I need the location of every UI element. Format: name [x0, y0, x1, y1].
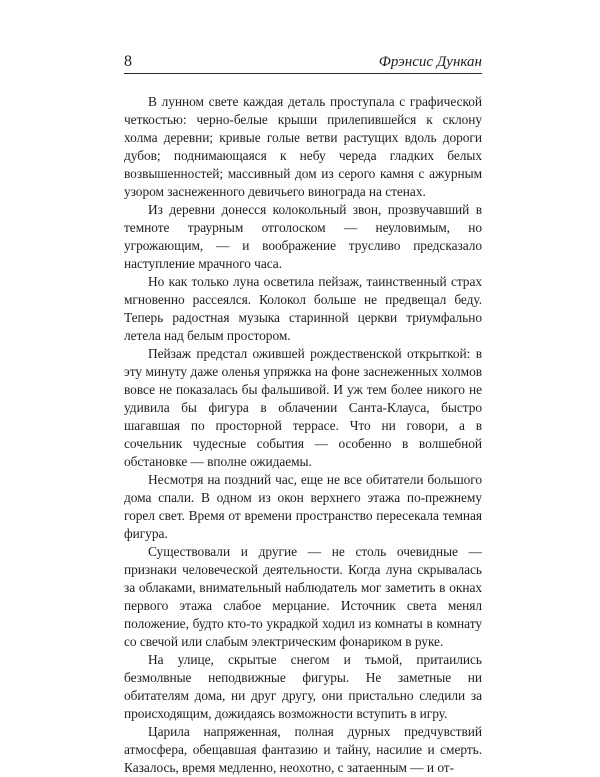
- paragraph-6: Существовали и другие — не столь очевидные — признаки человеческой деятельности. Когда луна скрывалась за облаками, внимательный наблюдатель мог заметить в окнах первого этажа слабое мерцание. Источник света менял положение, будто кто-то украдкой ходил из комнаты в комнату со свечой или слабым электрическим фонариком в руке.: [124, 544, 482, 649]
- body-text: [124, 93, 482, 777]
- running-head: [124, 53, 482, 75]
- paragraph-2: Из деревни донесся колокольный звон, прозвучавший в темноте траурным отголоском — неуловимым, но угрожающим, — и воображение трусливо предсказало наступление мрачного часа.: [124, 202, 482, 271]
- page-number: 8: [124, 53, 132, 70]
- paragraph-1: В лунном свете каждая деталь проступала с графической четкостью: черно-белые крыши прилепившейся к склону холма деревни; кривые голые ветви растущих вдоль дороги дубов; поднимающаяся к небу череда гладких белых возвышенностей; массивный дом из серого камня с ажурным узором заснеженного девичьего винограда на стенах.: [124, 94, 482, 199]
- running-head-author: Фрэнсис Дункан: [378, 54, 482, 70]
- paragraph-3: Но как только луна осветила пейзаж, таинственный страх мгновенно рассеялся. Колокол больше не предвещал беду. Теперь радостная музыка старинной церкви триумфально летела над белым простором.: [124, 274, 482, 343]
- paragraph-5: Несмотря на поздний час, еще не все обитатели большого дома спали. В одном из окон верхнего этажа по-прежнему горел свет. Время от времени пространство пересекала темная фигура.: [124, 472, 482, 541]
- paragraph-8: Царила напряженная, полная дурных предчувствий атмосфера, обещавшая фантазию и тайну, насилие и смерть. Казалось, время медленно, неохотно, с затаенным — и от-: [124, 724, 482, 775]
- header-rule: [124, 73, 482, 74]
- paragraph-4: Пейзаж предстал ожившей рождественской открыткой: в эту минуту даже оленья упряжка на фоне заснеженных холмов вовсе не показалась бы фальшивой. И уж тем более никого не удивила бы фигура в облачении Санта-Клауса, быстро шагавшая по просторной террасе. Что ни говори, а в сочельник чудесные события — особенно в волшебной обстановке — вполне ожидаемы.: [124, 346, 482, 469]
- paragraph-7: На улице, скрытые снегом и тьмой, притаились безмолвные неподвижные фигуры. Не заметные ни обитателям дома, ни друг другу, они пристально следили за происходящим, дожидаясь возможности вступить в игру.: [124, 652, 482, 721]
